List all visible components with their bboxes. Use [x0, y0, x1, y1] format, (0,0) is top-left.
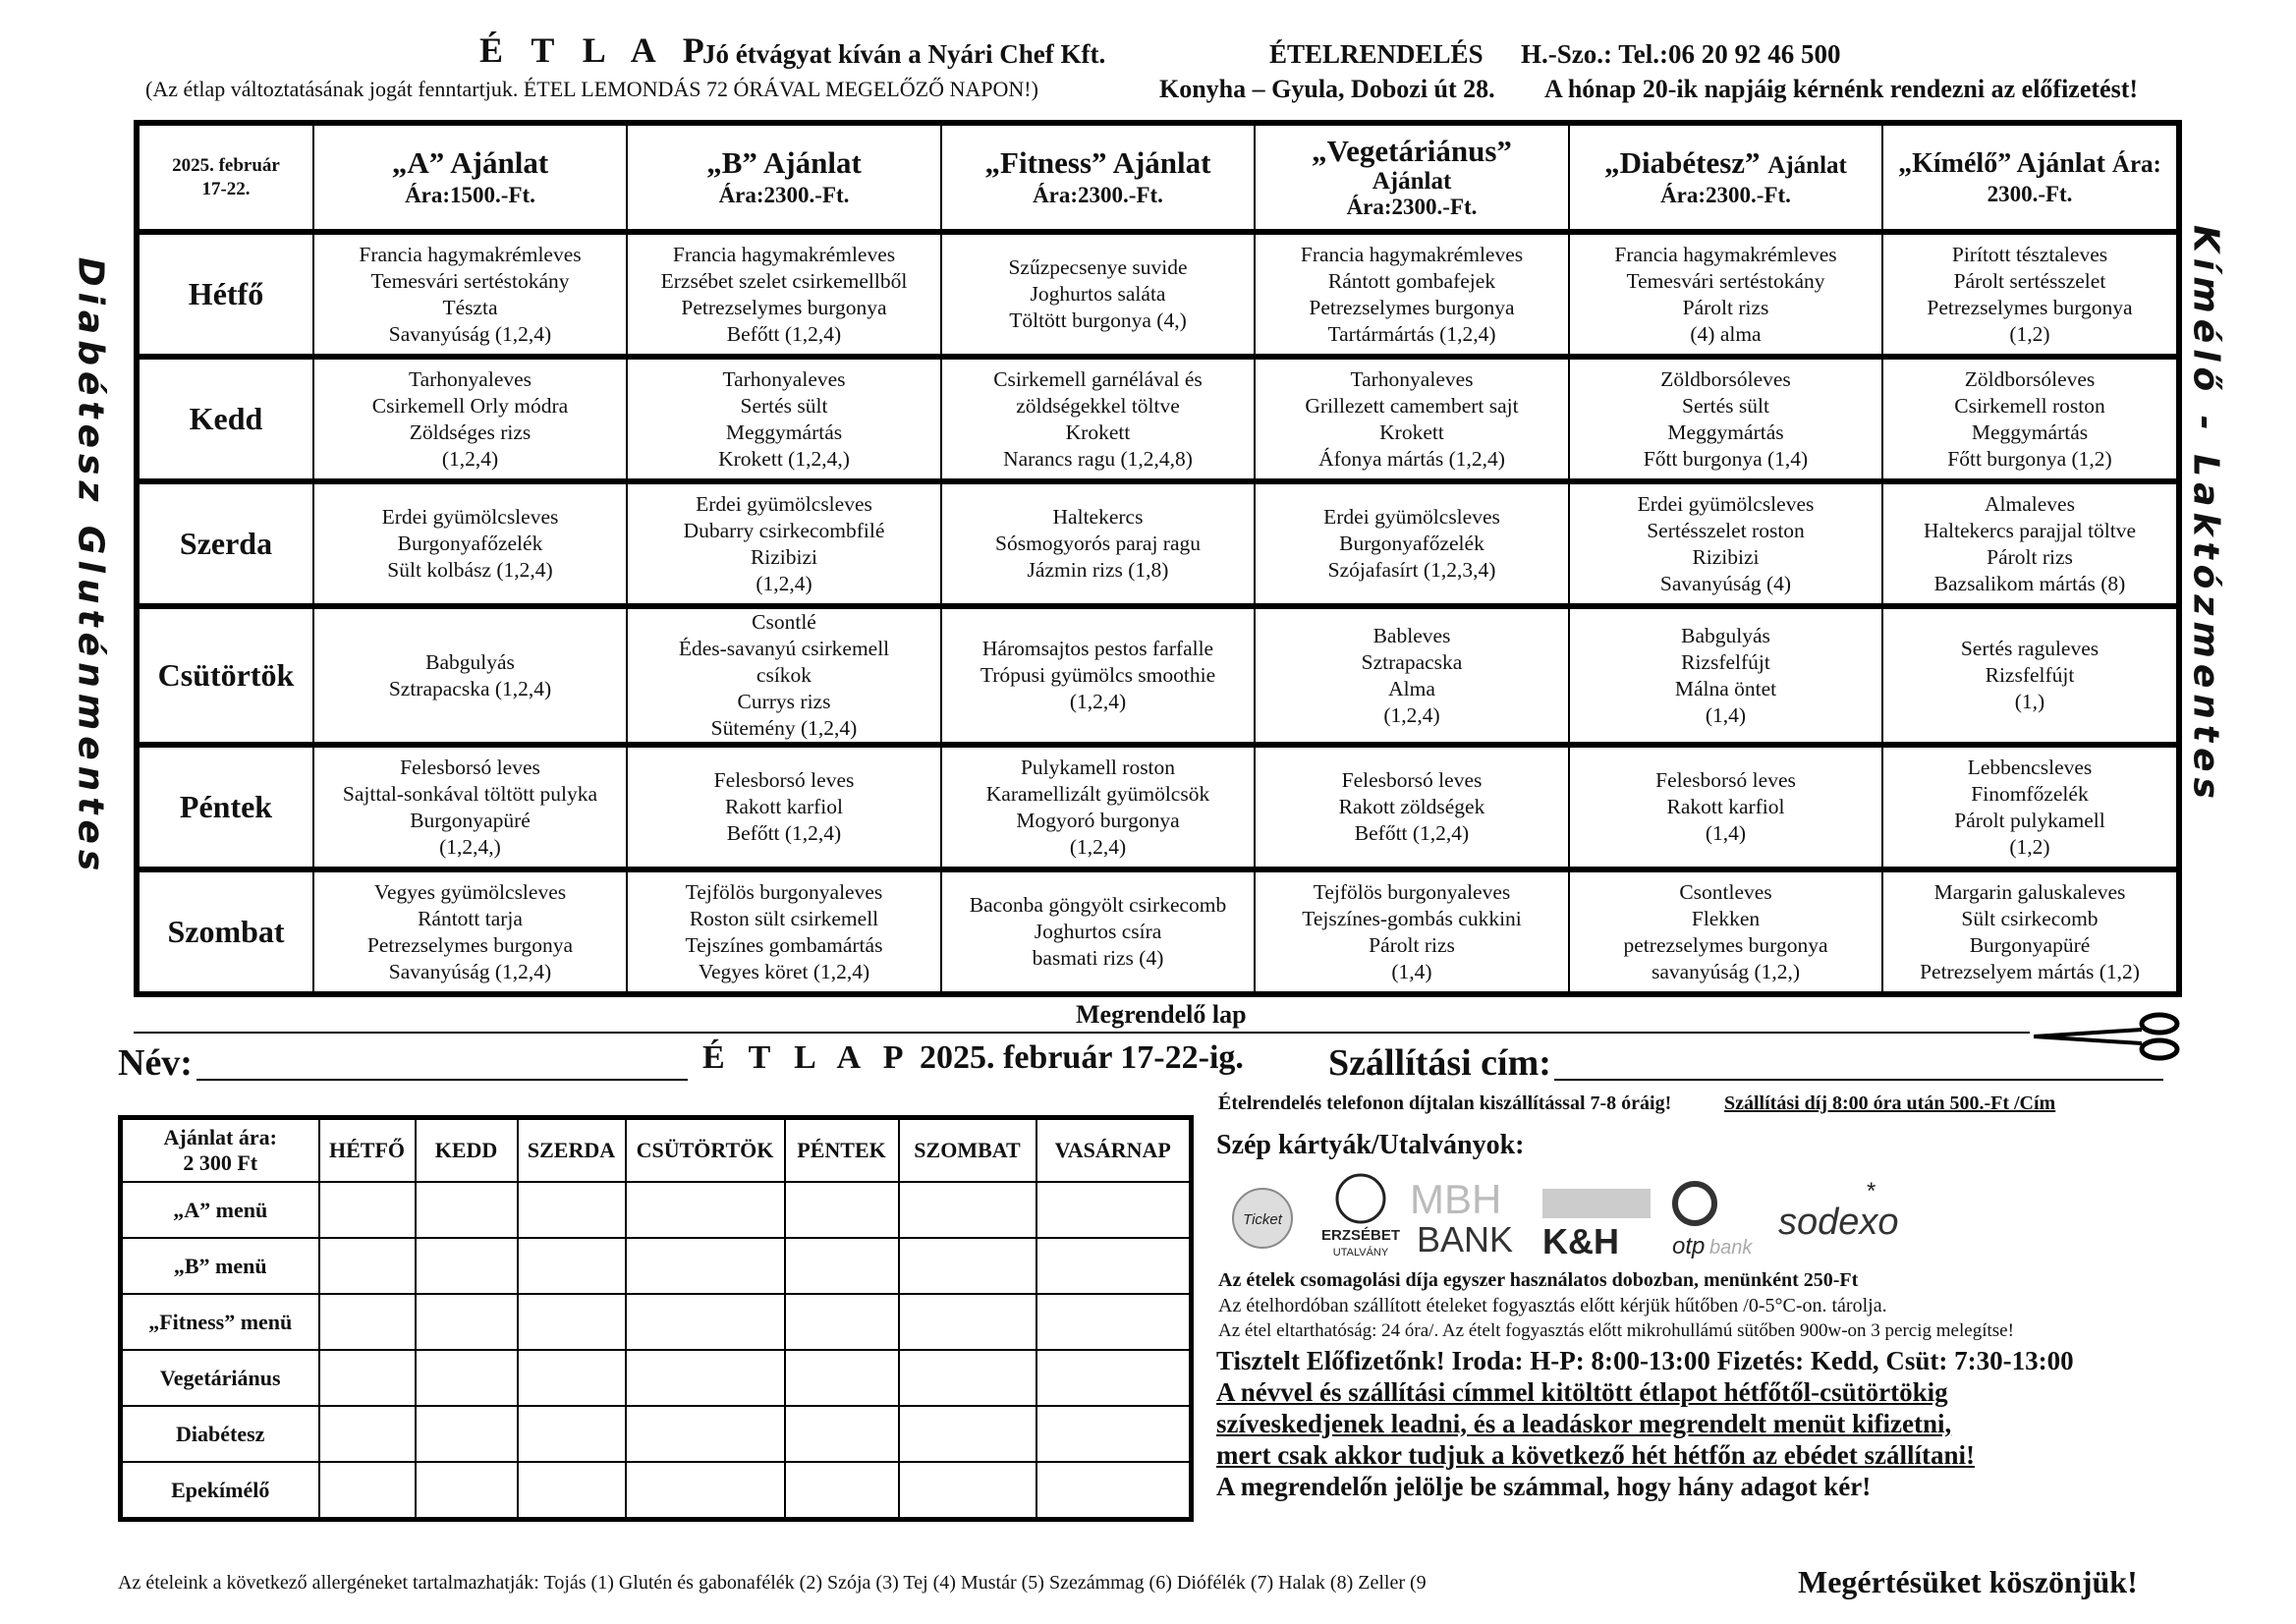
- order-cell[interactable]: [899, 1294, 1036, 1350]
- order-row: [121, 1182, 1192, 1238]
- order-cell[interactable]: [518, 1350, 626, 1406]
- order-cell[interactable]: [1036, 1294, 1192, 1350]
- cut-line: [134, 1032, 2030, 1034]
- menu-cell: Tarhonyaleves Csirkemell Orly módra Zöldséges rizs (1,2,4): [313, 357, 627, 481]
- menu-cell: Babgulyás Sztrapacska (1,2,4): [313, 606, 627, 745]
- order-header-row: [121, 1118, 1192, 1183]
- order-form-title-main: É T L A P: [702, 1039, 912, 1076]
- day-label: Kedd: [137, 357, 313, 481]
- order-row: [121, 1294, 1192, 1350]
- menu-row: [137, 357, 2179, 481]
- day-label: Hétfő: [137, 232, 313, 357]
- menu-cell: Csontlé Édes-savanyú csirkemell csíkok Currys rizs Sütemény (1,2,4): [627, 606, 941, 745]
- day-label: Csütörtök: [137, 606, 313, 745]
- menu-cell: Zöldborsóleves Sertés sült Meggymártás Főtt burgonya (1,4): [1569, 357, 1882, 481]
- order-cell[interactable]: [1036, 1182, 1192, 1238]
- order-row-label: Vegetáriánus: [121, 1350, 319, 1406]
- order-row: [121, 1406, 1192, 1462]
- svg-text:BANK: BANK: [1417, 1219, 1514, 1260]
- mark-note: A megrendelőn jelölje be számmal, hogy hány adagot kér!: [1216, 1472, 1872, 1501]
- svg-text:otp: otp: [1672, 1233, 1706, 1260]
- instruction-line: mert csak akkor tudjuk a következő hét hétfőn az ebédet szállítani!: [1216, 1440, 1975, 1470]
- menu-row: [137, 232, 2179, 357]
- menu-header-row: [137, 123, 2179, 232]
- menu-cell: Felesborsó leves Rakott karfiol (1,4): [1569, 745, 1882, 869]
- order-day-header: CSÜTÖRTÖK: [626, 1118, 785, 1183]
- day-label: Szombat: [137, 869, 313, 994]
- otp-logo-icon: [1672, 1184, 1753, 1260]
- menu-cell: Erdei gyümölcsleves Burgonyafőzelék Szójafasírt (1,2,3,4): [1255, 481, 1569, 606]
- disclaimer-note: (Az étlap változtatásának jogát fenntartjuk. ÉTEL LEMONDÁS 72 ÓRÁVAL MEGELŐZŐ NAPON!): [145, 77, 1038, 101]
- menu-cell: Francia hagymakrémleves Temesvári sertéstokány Tészta Savanyúság (1,2,4): [313, 232, 627, 357]
- order-table: [118, 1115, 1194, 1522]
- phone-text: H.-Szo.: Tel.:06 20 92 46 500: [1521, 39, 1841, 69]
- kh-logo-icon: [1542, 1189, 1651, 1261]
- menu-cell: Vegyes gyümölcsleves Rántott tarja Petrezselymes burgonya Savanyúság (1,2,4): [313, 869, 627, 994]
- menu-cell: Szűzpecsenye suvide Joghurtos saláta Töltött burgonya (4,): [941, 232, 1255, 357]
- order-cell[interactable]: [518, 1238, 626, 1294]
- office-hours: Tisztelt Előfizetőnk! Iroda: H-P: 8:00-13:00 Fizetés: Kedd, Csüt: 7:30-13:00: [1216, 1346, 2074, 1375]
- order-form-title-date: 2025. február 17-22-ig.: [920, 1039, 1244, 1076]
- side-label-left: Diabétesz Gluténmentes: [70, 256, 111, 877]
- ticket-logo-icon: [1233, 1189, 1292, 1248]
- order-day-header: VASÁRNAP: [1036, 1118, 1192, 1183]
- order-cell[interactable]: [626, 1182, 785, 1238]
- order-day-header: HÉTFŐ: [319, 1118, 416, 1183]
- order-form-caption: Megrendelő lap: [1076, 1000, 1247, 1029]
- svg-text:bank: bank: [1709, 1237, 1753, 1259]
- order-day-header: KEDD: [416, 1118, 518, 1183]
- order-row: [121, 1462, 1192, 1520]
- menu-cell: Tejfölös burgonyaleves Tejszínes-gombás cukkini Párolt rizs (1,4): [1255, 869, 1569, 994]
- menu-row: [137, 745, 2179, 869]
- order-row: [121, 1350, 1192, 1406]
- menu-cell: Erdei gyümölcsleves Burgonyafőzelék Sült kolbász (1,2,4): [313, 481, 627, 606]
- erzsebet-logo-icon: [1321, 1175, 1400, 1259]
- order-cell[interactable]: [899, 1406, 1036, 1462]
- order-row-label: Epekímélő: [121, 1462, 319, 1520]
- menu-cell: Felesborsó leves Sajttal-sonkával töltött pulyka Burgonyapüré (1,2,4,): [313, 745, 627, 869]
- menu-cell: Babgulyás Rizsfelfújt Málna öntet (1,4): [1569, 606, 1882, 745]
- order-cell[interactable]: [1036, 1238, 1192, 1294]
- menu-cell: Sertés raguleves Rizsfelfújt (1,): [1882, 606, 2179, 745]
- menu-cell: Margarin galuskaleves Sült csirkecomb Burgonyapüré Petrezselyem mártás (1,2): [1882, 869, 2179, 994]
- menu-cell: Francia hagymakrémleves Temesvári sertéstokány Párolt rizs (4) alma: [1569, 232, 1882, 357]
- day-label: Péntek: [137, 745, 313, 869]
- page-title: É T L A P: [479, 30, 714, 70]
- svg-text:K&H: K&H: [1542, 1221, 1619, 1261]
- order-cell[interactable]: [899, 1182, 1036, 1238]
- side-label-right: Kímélő - Laktózmentes: [2185, 225, 2226, 805]
- weekly-menu-table: [134, 120, 2182, 997]
- address-field[interactable]: [1554, 1079, 2163, 1081]
- menu-cell: Felesborsó leves Rakott zöldségek Befőtt (1,2,4): [1255, 745, 1569, 869]
- delivery-free-text: Ételrendelés telefonon díjtalan kiszállítással 7-8 óráig!: [1218, 1092, 1672, 1114]
- order-row-label: „B” menü: [121, 1238, 319, 1294]
- order-day-header: SZERDA: [518, 1118, 626, 1183]
- column-header: „A” Ajánlat Ára:1500.-Ft.: [313, 123, 627, 232]
- menu-cell: Zöldborsóleves Csirkemell roston Meggymártás Főtt burgonya (1,2): [1882, 357, 2179, 481]
- payment-logos: [1218, 1169, 1945, 1262]
- menu-cell: Bableves Sztrapacska Alma (1,2,4): [1255, 606, 1569, 745]
- menu-row: [137, 869, 2179, 994]
- order-cell[interactable]: [626, 1294, 785, 1350]
- order-cell[interactable]: [319, 1462, 416, 1520]
- order-cell[interactable]: [416, 1350, 518, 1406]
- order-row-label: „A” menü: [121, 1182, 319, 1238]
- order-cell[interactable]: [416, 1294, 518, 1350]
- order-cell[interactable]: [518, 1462, 626, 1520]
- order-day-header: PÉNTEK: [785, 1118, 899, 1183]
- order-form-title: [702, 1039, 1244, 1077]
- order-row-label: „Fitness” menü: [121, 1294, 319, 1350]
- sodexo-logo-icon: [1778, 1178, 1899, 1243]
- menu-cell: Francia hagymakrémleves Erzsébet szelet csirkemellből Petrezselymes burgonya Befőtt (1,2,4): [627, 232, 941, 357]
- order-cell[interactable]: [319, 1406, 416, 1462]
- order-label: ÉTELRENDELÉS: [1269, 39, 1484, 69]
- order-cell[interactable]: [899, 1238, 1036, 1294]
- column-header: „Fitness” Ajánlat Ára:2300.-Ft.: [941, 123, 1255, 232]
- order-cell[interactable]: [1036, 1462, 1192, 1520]
- order-price-cell: Ajánlat ára: 2 300 Ft: [121, 1118, 319, 1183]
- menu-cell: Felesborsó leves Rakott karfiol Befőtt (1,2,4): [627, 745, 941, 869]
- menu-cell: Haltekercs Sósmogyorós paraj ragu Jázmin rizs (1,8): [941, 481, 1255, 606]
- order-row-label: Diabétesz: [121, 1406, 319, 1462]
- menu-cell: Csirkemell garnélával és zöldségekkel töltve Krokett Narancs ragu (1,2,4,8): [941, 357, 1255, 481]
- menu-cell: Tarhonyaleves Grillezett camembert sajt Krokett Áfonya mártás (1,2,4): [1255, 357, 1569, 481]
- menu-cell: Erdei gyümölcsleves Dubarry csirkecombfilé Rizibizi (1,2,4): [627, 481, 941, 606]
- order-cell[interactable]: [626, 1406, 785, 1462]
- svg-text:MBH: MBH: [1410, 1176, 1502, 1222]
- svg-text:*: *: [1867, 1178, 1876, 1204]
- order-cell[interactable]: [626, 1350, 785, 1406]
- order-cell[interactable]: [785, 1350, 899, 1406]
- order-cell[interactable]: [785, 1406, 899, 1462]
- order-cell[interactable]: [416, 1238, 518, 1294]
- order-cell[interactable]: [626, 1462, 785, 1520]
- svg-text:sodexo: sodexo: [1778, 1202, 1899, 1243]
- order-cell[interactable]: [785, 1238, 899, 1294]
- order-row: [121, 1238, 1192, 1294]
- menu-cell: Lebbencsleves Finomfőzelék Párolt pulykamell (1,2): [1882, 745, 2179, 869]
- thanks-text: Megértésüket köszönjük!: [1798, 1564, 2138, 1599]
- order-cell[interactable]: [319, 1294, 416, 1350]
- order-cell[interactable]: [899, 1350, 1036, 1406]
- order-cell[interactable]: [319, 1238, 416, 1294]
- order-cell[interactable]: [785, 1462, 899, 1520]
- order-cell[interactable]: [518, 1406, 626, 1462]
- order-cell[interactable]: [416, 1406, 518, 1462]
- greeting-text: Jó étvágyat kíván a Nyári Chef Kft.: [702, 39, 1106, 69]
- order-cell[interactable]: [626, 1238, 785, 1294]
- storage-note: Az ételhordóban szállított ételeket fogyasztás előtt kérjük hűtőben /0-5°C-on. tárolja.: [1218, 1295, 1887, 1316]
- order-cell[interactable]: [785, 1182, 899, 1238]
- column-header: „Kímélő” Ajánlat Ára: 2300.-Ft.: [1882, 123, 2179, 232]
- order-cell[interactable]: [785, 1294, 899, 1350]
- order-cell[interactable]: [319, 1350, 416, 1406]
- shelf-life-note: Az étel eltarthatóság: 24 óra/. Az ételt fogyasztás előtt mikrohullámú sütőben 900w-on 3 percig melegítse!: [1218, 1320, 2014, 1341]
- svg-text:Ticket: Ticket: [1243, 1211, 1282, 1228]
- instruction-line: A névvel és szállítási címmel kitöltött étlapot hétfőtől-csütörtökig: [1216, 1377, 1948, 1407]
- menu-cell: Francia hagymakrémleves Rántott gombafejek Petrezselymes burgonya Tartármártás (1,2,4): [1255, 232, 1569, 357]
- order-cell[interactable]: [518, 1182, 626, 1238]
- order-cell[interactable]: [899, 1462, 1036, 1520]
- menu-cell: Erdei gyümölcsleves Sertésszelet roston Rizibizi Savanyúság (4): [1569, 481, 1882, 606]
- order-cell[interactable]: [1036, 1350, 1192, 1406]
- column-header: „Vegetáriánus” Ajánlat Ára:2300.-Ft.: [1255, 123, 1569, 232]
- order-cell[interactable]: [1036, 1406, 1192, 1462]
- column-header: „Diabétesz” Ajánlat Ára:2300.-Ft.: [1569, 123, 1882, 232]
- menu-cell: Baconba göngyölt csirkecomb Joghurtos csíra basmati rizs (4): [941, 869, 1255, 994]
- order-cell[interactable]: [319, 1182, 416, 1238]
- menu-cell: Almaleves Haltekercs parajjal töltve Párolt rizs Bazsalikom mártás (8): [1882, 481, 2179, 606]
- svg-text:UTALVÁNY: UTALVÁNY: [1332, 1247, 1389, 1259]
- name-field[interactable]: [196, 1079, 688, 1081]
- order-cell[interactable]: [518, 1294, 626, 1350]
- address-label: Szállítási cím:: [1328, 1042, 1551, 1084]
- scissors-icon: [2034, 1012, 2201, 1066]
- delivery-fee-text: Szállítási díj 8:00 óra után 500.-Ft /Cím: [1724, 1092, 2056, 1114]
- allergen-list: Az ételeink a következő allergéneket tartalmazhatják: Tojás (1) Glutén és gabonafélék (2) Szója (3) Tej (4) Mustár (5) Szezámmag (6) Diófélék (7) Halak (8) Zeller (9: [118, 1572, 1427, 1594]
- menu-row: [137, 481, 2179, 606]
- day-label: Szerda: [137, 481, 313, 606]
- order-day-header: SZOMBAT: [899, 1118, 1036, 1183]
- menu-cell: Csontleves Flekken petrezselymes burgonya savanyúság (1,2,): [1569, 869, 1882, 994]
- order-cell[interactable]: [416, 1462, 518, 1520]
- menu-cell: Pirított tésztaleves Párolt sertésszelet Petrezselymes burgonya (1,2): [1882, 232, 2179, 357]
- mbh-bank-logo-icon: [1410, 1176, 1513, 1260]
- payment-note: A hónap 20-ik napjáig kérnénk rendezni az előfizetést!: [1544, 75, 2139, 103]
- menu-row: [137, 606, 2179, 745]
- kitchen-address: Konyha – Gyula, Dobozi út 28.: [1159, 75, 1495, 103]
- column-header: „B” Ajánlat Ára:2300.-Ft.: [627, 123, 941, 232]
- svg-text:ERZSÉBET: ERZSÉBET: [1320, 1227, 1401, 1244]
- menu-cell: Háromsajtos pestos farfalle Trópusi gyümölcs smoothie (1,2,4): [941, 606, 1255, 745]
- order-cell[interactable]: [416, 1182, 518, 1238]
- cards-title: Szép kártyák/Utalványok:: [1216, 1130, 1525, 1160]
- menu-cell: Tejfölös burgonyaleves Roston sült csirkemell Tejszínes gombamártás Vegyes köret (1,2,4): [627, 869, 941, 994]
- instruction-line: szíveskedjenek leadni, és a leadáskor megrendelt menüt kifizetni,: [1216, 1409, 1952, 1438]
- menu-cell: Tarhonyaleves Sertés sült Meggymártás Krokett (1,2,4,): [627, 357, 941, 481]
- menu-date-cell: 2025. február 17-22.: [137, 123, 313, 232]
- menu-cell: Pulykamell roston Karamellizált gyümölcsök Mogyoró burgonya (1,2,4): [941, 745, 1255, 869]
- packaging-note: Az ételek csomagolási díja egyszer használatos dobozban, menünként 250-Ft: [1218, 1269, 1859, 1291]
- name-label: Név:: [118, 1042, 193, 1084]
